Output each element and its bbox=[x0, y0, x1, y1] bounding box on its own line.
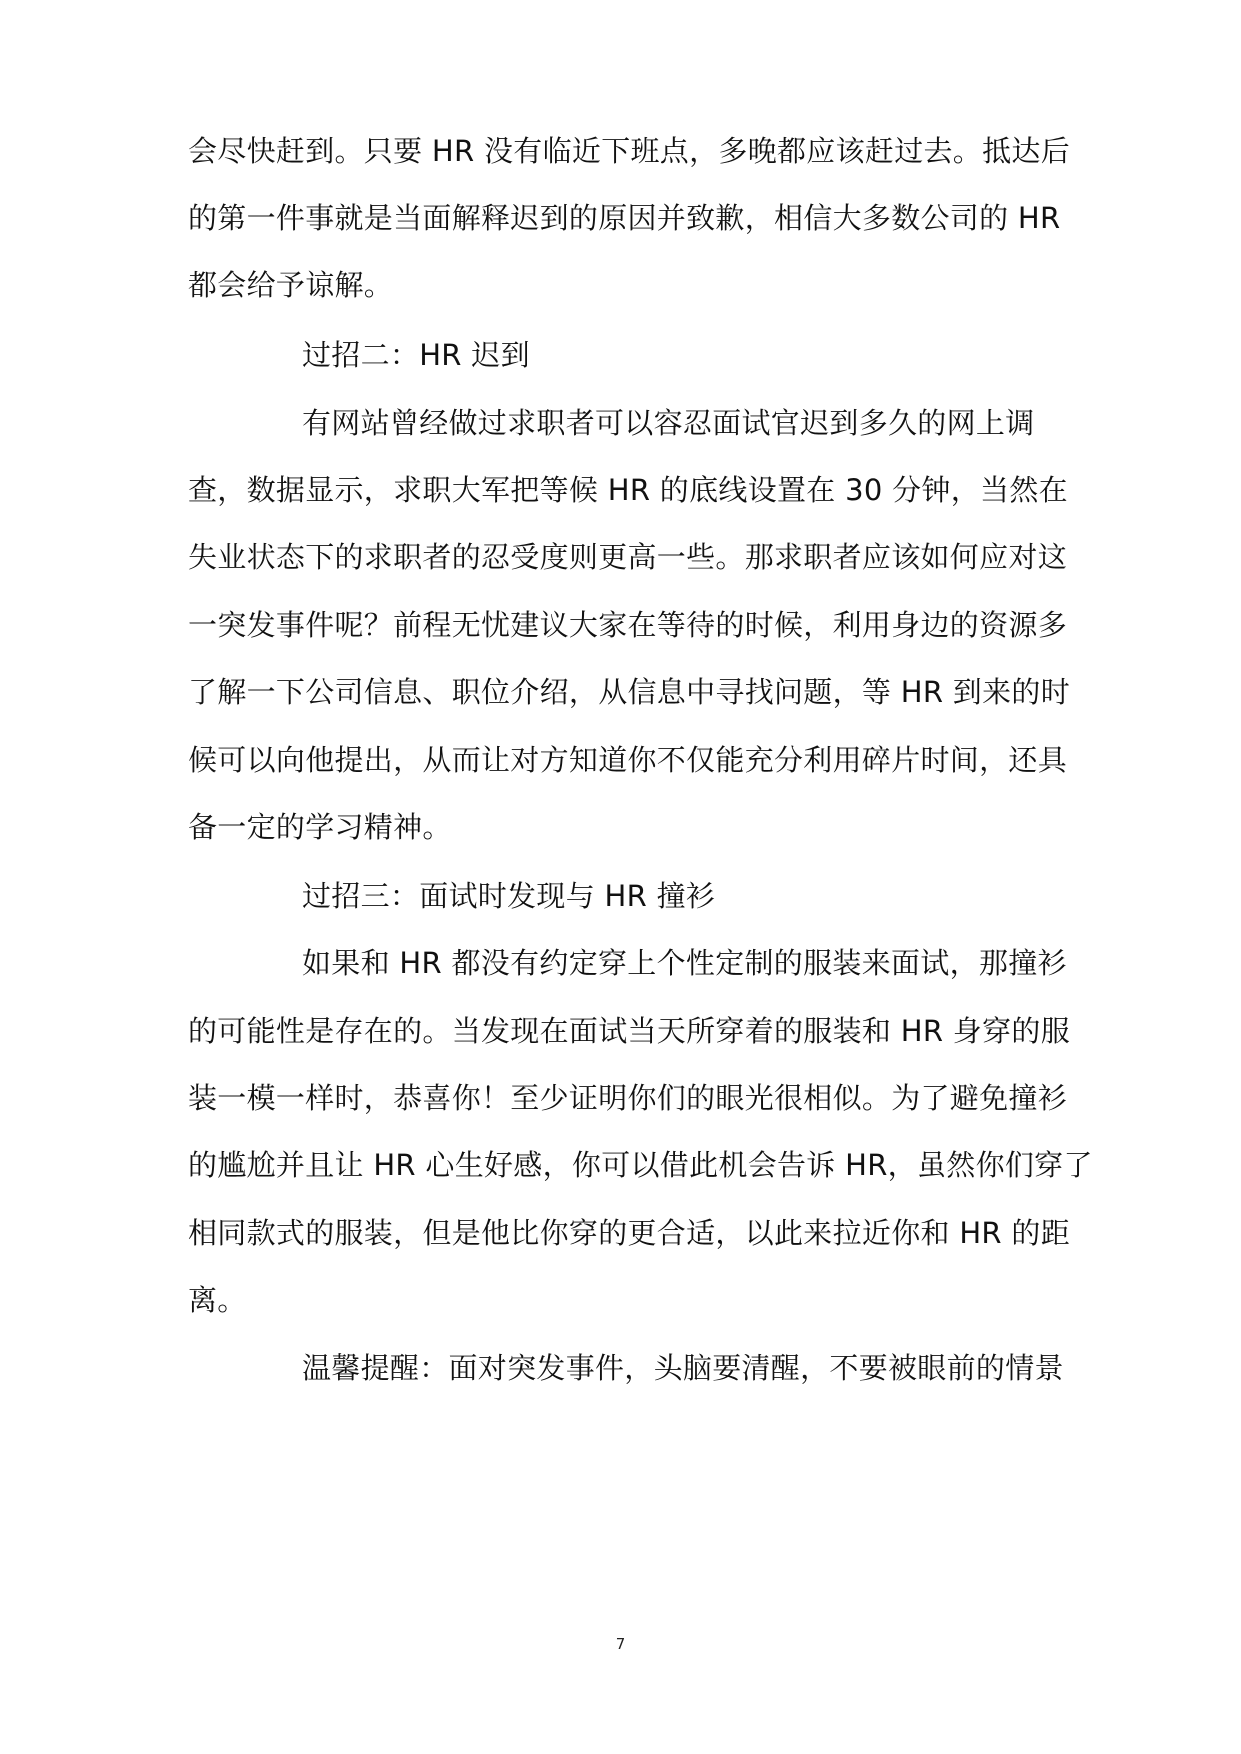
text-line: 有网站曾经做过求职者可以容忍面试官迟到多久的网上调 bbox=[302, 406, 1035, 440]
text-line: 的可能性是存在的。当发现在面试当天所穿着的服装和 HR 身穿的服 bbox=[188, 1014, 1070, 1048]
text-line: 过招二：HR 迟到 bbox=[302, 338, 530, 372]
text-line: 的尴尬并且让 HR 心生好感，你可以借此机会告诉 HR，虽然你们穿了 bbox=[188, 1148, 1093, 1182]
text-line: 相同款式的服装，但是他比你穿的更合适，以此来拉近你和 HR 的距 bbox=[188, 1216, 1070, 1250]
text-line: 一突发事件呢？前程无忧建议大家在等待的时候，利用身边的资源多 bbox=[188, 608, 1068, 642]
page-number: 7 bbox=[615, 1635, 626, 1653]
text-line: 查，数据显示，求职大军把等候 HR 的底线设置在 30 分钟，当然在 bbox=[188, 473, 1068, 507]
text-line: 会尽快赶到。只要 HR 没有临近下班点，多晚都应该赶过去。抵达后 bbox=[188, 134, 1070, 168]
text-line: 离。 bbox=[188, 1283, 247, 1317]
text-line: 失业状态下的求职者的忍受度则更高一些。那求职者应该如何应对这 bbox=[188, 540, 1068, 574]
text-line: 候可以向他提出，从而让对方知道你不仅能充分利用碎片时间，还具 bbox=[188, 743, 1068, 777]
text-line: 温馨提醒：面对突发事件，头脑要清醒，不要被眼前的情景 bbox=[302, 1351, 1064, 1385]
text-line: 过招三：面试时发现与 HR 撞衫 bbox=[302, 879, 716, 913]
text-line: 备一定的学习精神。 bbox=[188, 810, 452, 844]
text-line: 装一模一样时，恭喜你！至少证明你们的眼光很相似。为了避免撞衫 bbox=[188, 1081, 1068, 1115]
text-line: 的第一件事就是当面解释迟到的原因并致歉，相信大多数公司的 HR bbox=[188, 201, 1061, 235]
text-line: 都会给予谅解。 bbox=[188, 268, 394, 302]
text-line: 如果和 HR 都没有约定穿上个性定制的服装来面试，那撞衫 bbox=[302, 946, 1067, 980]
text-line: 了解一下公司信息、职位介绍，从信息中寻找问题，等 HR 到来的时 bbox=[188, 675, 1070, 709]
